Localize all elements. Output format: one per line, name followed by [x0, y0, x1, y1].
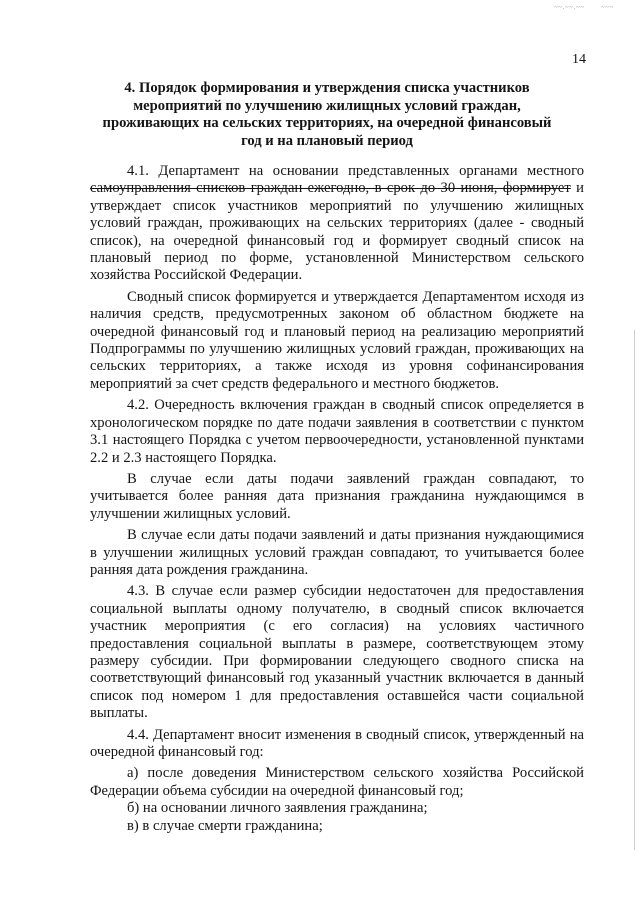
paragraph: В случае если даты подачи заявлений и даты признания нуждающимися в улучшении жилищных условий граждан совпадают, то учитывается более ранняя дата рождения гражданина.: [90, 527, 584, 578]
list-item: в) в случае смерти гражданина;: [127, 817, 323, 834]
list-item: а) после доведения Министерством сельского хозяйства Российской Федерации объема субсидии на очередной финансовый год;: [90, 765, 584, 799]
list-item: б) на основании личного заявления гражданина;: [127, 800, 428, 817]
paragraph: 4.3. В случае если размер субсидии недостаточен для предоставления социальной выплаты одному получателю, в сводный список включается участник мероприятия (с его согласия) на условиях частичного предоставления социальной выплаты в размере, соответствующем этому размеру субсидии. При формировании следующего сводного списка на соответствующий финансовый год указанный участник включается в данный список под номером 1 для предоставления оставшейся части социальной выплаты.: [90, 583, 584, 722]
paragraph: 4.4. Департамент вносит изменения в сводный список, утвержденный на очередной финансовый год:: [90, 726, 584, 760]
scan-edge-line: [634, 330, 635, 850]
paragraph-4-1: [90, 163, 584, 285]
page-number: 14: [572, 52, 586, 67]
scan-mark: ~~~: [601, 5, 614, 11]
paragraph: 4.2. Очередность включения граждан в сводный список определяется в хронологическом порядке по дате подачи заявления в соответствии с пунктом 3.1 настоящего Порядка с учетом первоочередности, установленной пунктами 2.2 и 2.3 настоящего Порядка.: [90, 397, 584, 466]
section-title: 4. Порядок формирования и утверждения списка участников мероприятий по улучшению жилищных условий граждан, проживающих на сельских территориях, на очередной финансовый год и на плановый период: [102, 80, 552, 150]
paragraph-text: 4.1. Департамент на основании представленных органами местного: [127, 163, 584, 179]
paragraph-text: и утверждает список участников мероприятий по улучшению жилищных условий граждан, проживающих на сельских территориях (далее - сводный список), на очередной финансовый год и формирует сводный список на плановый период по форме, установленной Министерством сельского хозяйства Российской Федерации.: [90, 180, 584, 284]
scan-mark: ~~.~~.~~: [554, 5, 585, 11]
scan-artifacts: [540, 5, 614, 11]
paragraph: Сводный список формируется и утверждается Департаментом исходя из наличия средств, предусмотренных законом об областном бюджете на очередной финансовый год и плановый период на реализацию мероприятий Подпрограммы по улучшению жилищных условий граждан, проживающих на сельских территориях, а также исходя из уровня софинансирования мероприятий за счет средств федерального и местного бюджетов.: [90, 288, 584, 392]
struck-text: самоуправления списков граждан ежегодно, в срок до 30 июня, формирует: [90, 180, 571, 197]
paragraph: В случае если даты подачи заявлений граждан совпадают, то учитывается более ранняя дата признания гражданина нуждающимся в улучшении жилищных условий.: [90, 470, 584, 522]
document-body: [90, 163, 584, 835]
